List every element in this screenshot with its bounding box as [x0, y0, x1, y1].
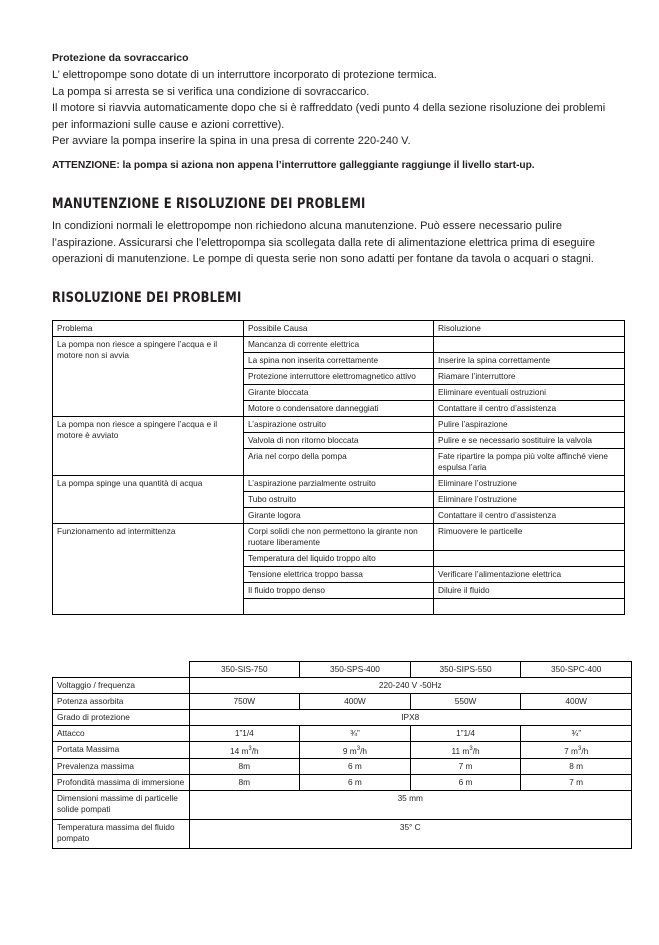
table-header-row [53, 320, 625, 336]
fix-cell: Contattare il centro d’assistenza [434, 400, 625, 416]
model-header-3: 350-SIPS-550 [410, 661, 521, 677]
spec-value: 400W [300, 693, 411, 709]
table-row [53, 475, 625, 491]
problem-cell: La pompa spinge una quantità di acqua [53, 475, 244, 523]
intro-line-3: Il motore si riavvia automaticamente dopo che si è raffreddato (vedi punto 4 della sezione risoluzione dei problemi per informazioni sulle cause e azioni correttive). [52, 102, 606, 131]
spec-value: 8m [189, 775, 300, 791]
spec-label: Dimensioni massime di particelle solide pompati [53, 791, 190, 820]
fix-cell: Eliminare l’ostruzione [434, 491, 625, 507]
spec-value-span: 220-240 V -50Hz [189, 677, 632, 693]
spec-row-profondita [53, 775, 632, 791]
intro-line-1: L’ elettropompe sono dotate di un interruttore incorporato di protezione termica. [52, 69, 437, 81]
spec-header-row [53, 661, 632, 677]
column-header-causa: Possibile Causa [244, 320, 434, 336]
maintenance-body: In condizioni normali le elettropompe non richiedono alcuna manutenzione. Può essere necessario pulire l’aspirazione. Assicurarsi che l’elettropompa sia scollegata dalla rete di alimentazione elettrica prima di eseguire operazioni di manutenzione. Le pompe di questa serie non sono adatti per fontane da tavola o acquari o stagni. [52, 220, 595, 265]
troubleshooting-table [52, 320, 625, 615]
fix-cell: Pulire l’aspirazione [434, 416, 625, 432]
model-header-1: 350-SIS-750 [189, 661, 300, 677]
spec-row-attacco [53, 725, 632, 741]
model-header-4: 350-SPC-400 [521, 661, 632, 677]
spec-row-prevalenza [53, 759, 632, 775]
fix-cell: Riamare l’interruttore [434, 368, 625, 384]
overload-protection-block [52, 50, 612, 174]
cause-cell-empty [244, 598, 434, 614]
fix-cell: Eliminare l’ostruzione [434, 475, 625, 491]
cause-cell: Temperatura del liquido troppo alto [244, 550, 434, 566]
maintenance-heading: MANUTENZIONE E RISOLUZIONE DEI PROBLEMI [52, 196, 366, 212]
spec-label: Profondità massima di immersione [53, 775, 190, 791]
cause-cell: Girante logora [244, 507, 434, 523]
spec-value: 6 m [300, 775, 411, 791]
spec-value: 550W [410, 693, 521, 709]
cause-cell: La spina non inserita correttamente [244, 352, 434, 368]
problem-cell: Funzionamento ad intermittenza [53, 523, 244, 614]
page-content [52, 50, 612, 849]
spec-value: 8 m [521, 759, 632, 775]
fix-cell: Verificare l’alimentazione elettrica [434, 566, 625, 582]
model-header-2: 350-SPS-400 [300, 661, 411, 677]
spec-row-temperatura [53, 820, 632, 849]
intro-line-2: La pompa si arresta se si verifica una condizione di sovraccarico. [52, 85, 370, 98]
table-row [53, 523, 625, 550]
fix-cell: Pulire e se necessario sostituire la valvola [434, 432, 625, 448]
cause-cell: Tensione elettrica troppo bassa [244, 566, 434, 582]
cause-cell: Valvola di non ritorno bloccata [244, 432, 434, 448]
spec-row-dimensioni [53, 791, 632, 820]
spec-value: 7 m [410, 759, 521, 775]
table-row [53, 416, 625, 432]
spec-value-span: IPX8 [189, 709, 632, 725]
intro-line-4: Per avviare la pompa inserire la spina in una presa di corrente 220-240 V. [52, 135, 411, 147]
spec-value-span: 35 mm [189, 791, 632, 820]
spec-value: 7 $m^3/h$ [521, 741, 632, 759]
fix-cell-empty [434, 598, 625, 614]
fix-cell [434, 550, 625, 566]
fix-cell: Fate ripartire la pompa più volte affinché viene espulsa l’aria [434, 448, 625, 475]
spec-value: 8m [189, 759, 300, 775]
spec-label: Temperatura massima del fluido pompato [53, 820, 190, 849]
cause-cell: L’aspirazione parzialmente ostruito [244, 475, 434, 491]
spec-value: 6 m [300, 759, 411, 775]
column-header-risoluzione: Risoluzione [434, 320, 625, 336]
spec-value: 9 $m^3/h$ [300, 741, 411, 759]
spec-value: 750W [189, 693, 300, 709]
spec-corner-cell [53, 661, 190, 677]
specifications-table [52, 661, 632, 850]
spec-label: Attacco [53, 725, 190, 741]
table-row [53, 336, 625, 352]
cause-cell: Motore o condensatore danneggiati [244, 400, 434, 416]
spec-label: Grado di protezione [53, 709, 190, 725]
cause-cell: Il fluido troppo denso [244, 582, 434, 598]
cause-cell: Corpi solidi che non permettono la girante non ruotare liberamente [244, 523, 434, 550]
spec-label: Portata Massima [53, 741, 190, 759]
problem-cell: La pompa non riesce a spingere l’acqua e il motore non si avvia [53, 336, 244, 416]
spec-row-grado [53, 709, 632, 725]
spec-label: Prevalenza massima [53, 759, 190, 775]
spec-value: 14 $m^3/h$ [189, 741, 300, 759]
cause-cell: Tubo ostruito [244, 491, 434, 507]
fix-cell: Inserire la spina correttamente [434, 352, 625, 368]
fix-cell: Contattare il centro d’assistenza [434, 507, 625, 523]
spec-row-portata [53, 741, 632, 759]
spec-value: 7 m [521, 775, 632, 791]
overload-protection-title: Protezione da sovraccarico [52, 52, 189, 64]
spec-value: 6 m [410, 775, 521, 791]
cause-cell: Protezione interruttore elettromagnetico attivo [244, 368, 434, 384]
troubleshooting-heading: RISOLUZIONE DEI PROBLEMI [52, 289, 242, 306]
fix-cell: Rimuovere le particelle [434, 523, 625, 550]
cause-cell: Mancanza di corrente elettrica [244, 336, 434, 352]
spec-label: Voltaggio / frequenza [53, 677, 190, 693]
fix-cell: Eliminare eventuali ostruzioni [434, 384, 625, 400]
cause-cell: Aria nel corpo della pompa [244, 448, 434, 475]
cause-cell: L’aspirazione ostruito [244, 416, 434, 432]
spec-label: Potenza assorbita [53, 693, 190, 709]
attention-note: ATTENZIONE: la pompa si aziona non appena l’interruttore galleggiante raggiunge il livello start-up. [52, 159, 535, 171]
spec-value: ¾” [521, 725, 632, 741]
spec-value: 1”1/4 [189, 725, 300, 741]
spec-value: ¾” [300, 725, 411, 741]
problem-cell: La pompa non riesce a spingere l’acqua e il motore è avviato [53, 416, 244, 475]
fix-cell [434, 336, 625, 352]
spec-row-potenza [53, 693, 632, 709]
spec-value: 400W [521, 693, 632, 709]
column-header-problema: Problema [53, 320, 244, 336]
spec-value: 11 $m^3/h$ [410, 741, 521, 759]
spec-value-span: 35° C [189, 820, 632, 849]
spec-value: 1”1/4 [410, 725, 521, 741]
spec-row-voltaggio [53, 677, 632, 693]
fix-cell: Diluire il fluido [434, 582, 625, 598]
cause-cell: Girante bloccata [244, 384, 434, 400]
